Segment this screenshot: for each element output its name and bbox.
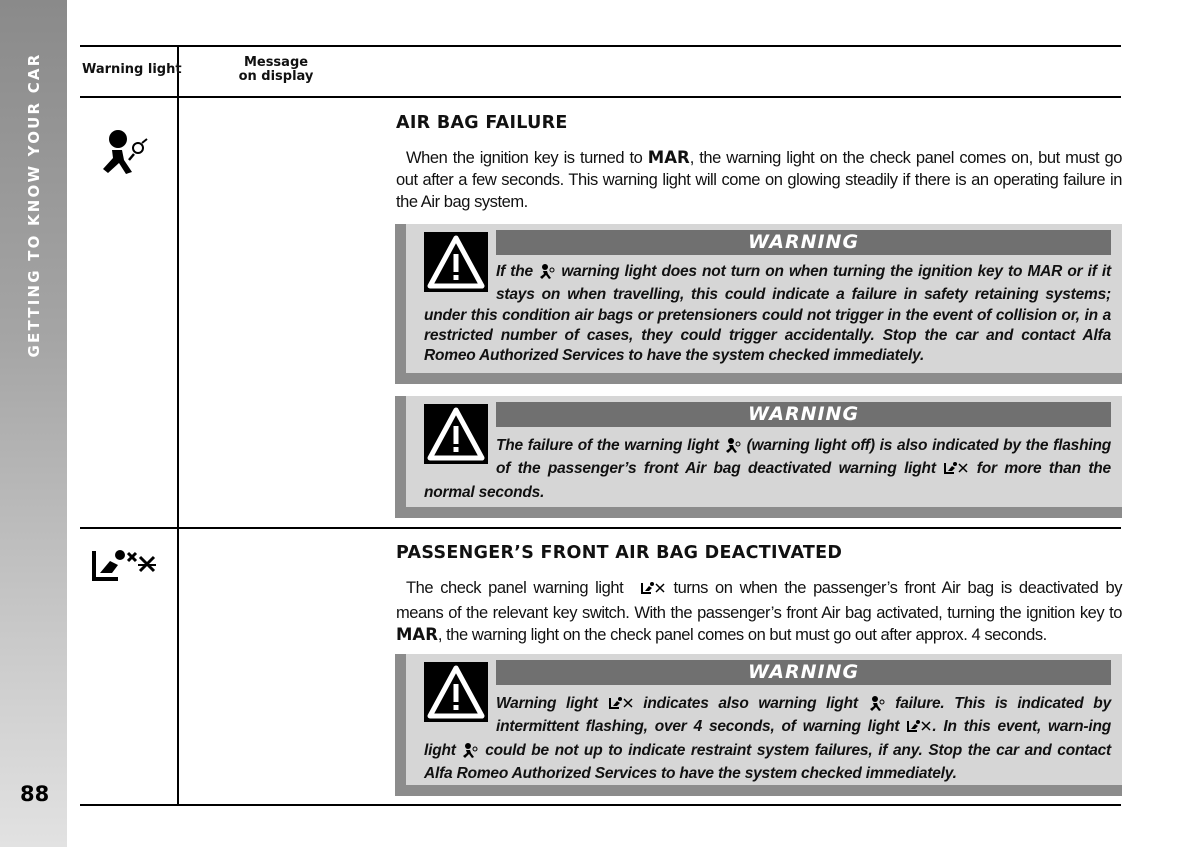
paragraph-text: , the warning light on the check panel comes on but must go out after approx. 4 seconds. xyxy=(437,626,1047,644)
table-bottom-rule xyxy=(80,804,1121,806)
warning-text-part: could be not up to indicate restraint system failures, if any. Stop the car and contact Alfa Romeo Authorized Services to have the system checked immediately. xyxy=(424,741,1111,782)
airbag-warning-icon xyxy=(98,128,150,181)
warning-box-face xyxy=(406,224,1122,373)
table-row-divider xyxy=(80,527,1121,529)
page-number: 88 xyxy=(20,782,50,806)
warning-text-part: failure. This is indicated by intermittent flashing, over 4 seconds, of warning light xyxy=(496,695,1111,736)
warning-text-part: If the xyxy=(496,263,539,280)
table-header-rule xyxy=(80,96,1121,98)
warning-text-part: The failure of the warning light xyxy=(496,437,724,454)
warning-text xyxy=(424,262,1111,366)
warning-text xyxy=(424,436,1111,503)
warning-label: WARNING xyxy=(496,402,1111,427)
airbag-warning-icon xyxy=(461,742,479,764)
key-position-mar: MAR xyxy=(396,625,438,644)
warning-label: WARNING xyxy=(496,660,1111,685)
column-header-message xyxy=(228,56,324,84)
section-title-passenger-airbag: PASSENGER’S FRONT AIR BAG DEACTIVATED xyxy=(396,543,843,563)
passenger-airbag-deactivated-icon xyxy=(630,580,666,602)
section-title-airbag-failure: AIR BAG FAILURE xyxy=(396,113,568,133)
section-paragraph-passenger-airbag xyxy=(396,577,1122,646)
passenger-airbag-deactivated-icon xyxy=(608,695,634,717)
column-header-warning-light: Warning light xyxy=(82,62,182,77)
warning-text-part: (warning light off) is also indicated by the flashing of the passenger’s front Air bag deactivated warning light xyxy=(496,437,1111,478)
table-top-rule xyxy=(80,45,1121,47)
airbag-warning-icon xyxy=(724,437,742,459)
table-column-divider xyxy=(177,45,179,806)
warning-text-part: warning light does not turn on when turning the ignition key to MAR or if it stays on when travelling, this could indicate a failure in safety retaining systems; under this condition air bags or pretensioners could not trigger in the event of collision or, in a restricted number of cases, they could trigger accidentally. Stop the car and contact Alfa Romeo Authorized Services to have the system checked immediately. xyxy=(424,263,1111,365)
chapter-title: GETTING TO KNOW YOUR CAR xyxy=(25,52,43,358)
warning-text xyxy=(424,694,1111,784)
warning-text-part: indicates also warning light xyxy=(633,695,868,712)
warning-box-face xyxy=(406,396,1122,507)
passenger-airbag-deactivated-icon xyxy=(88,543,160,592)
airbag-warning-icon xyxy=(538,263,556,285)
column-header-message-line1: Message xyxy=(243,55,309,70)
warning-box xyxy=(395,396,1122,518)
column-header-message-line2: on display xyxy=(238,69,314,84)
paragraph-text: When the ignition key is turned to xyxy=(406,149,648,167)
key-position-mar: MAR xyxy=(647,148,690,167)
warning-box xyxy=(395,654,1122,796)
paragraph-text: The check panel warning light xyxy=(406,579,631,597)
warning-text-part: Warning light xyxy=(496,695,608,712)
chapter-sidebar xyxy=(0,0,67,847)
warning-box-face xyxy=(406,654,1122,785)
section-paragraph-airbag-failure xyxy=(396,147,1122,213)
warning-label: WARNING xyxy=(496,230,1111,255)
warning-text-part: . In this event, warn-ing light xyxy=(424,718,1111,759)
airbag-warning-icon xyxy=(868,695,886,717)
paragraph-text: turns on when the passenger’s front Air bag is deactivated by means of the relevant key switch. With the passenger’s front Air bag activated, turning the ignition key to xyxy=(396,579,1123,622)
paragraph-text: , the warning light on the check panel comes on, but must go out after a few seconds. This warning light will come on glowing steadily if there is an operating failure in the Air bag system. xyxy=(396,149,1122,211)
warning-text-part: for more than the normal seconds. xyxy=(424,460,1111,501)
passenger-airbag-deactivated-icon xyxy=(943,460,969,482)
warning-box xyxy=(395,224,1122,384)
passenger-airbag-deactivated-icon xyxy=(906,718,932,740)
